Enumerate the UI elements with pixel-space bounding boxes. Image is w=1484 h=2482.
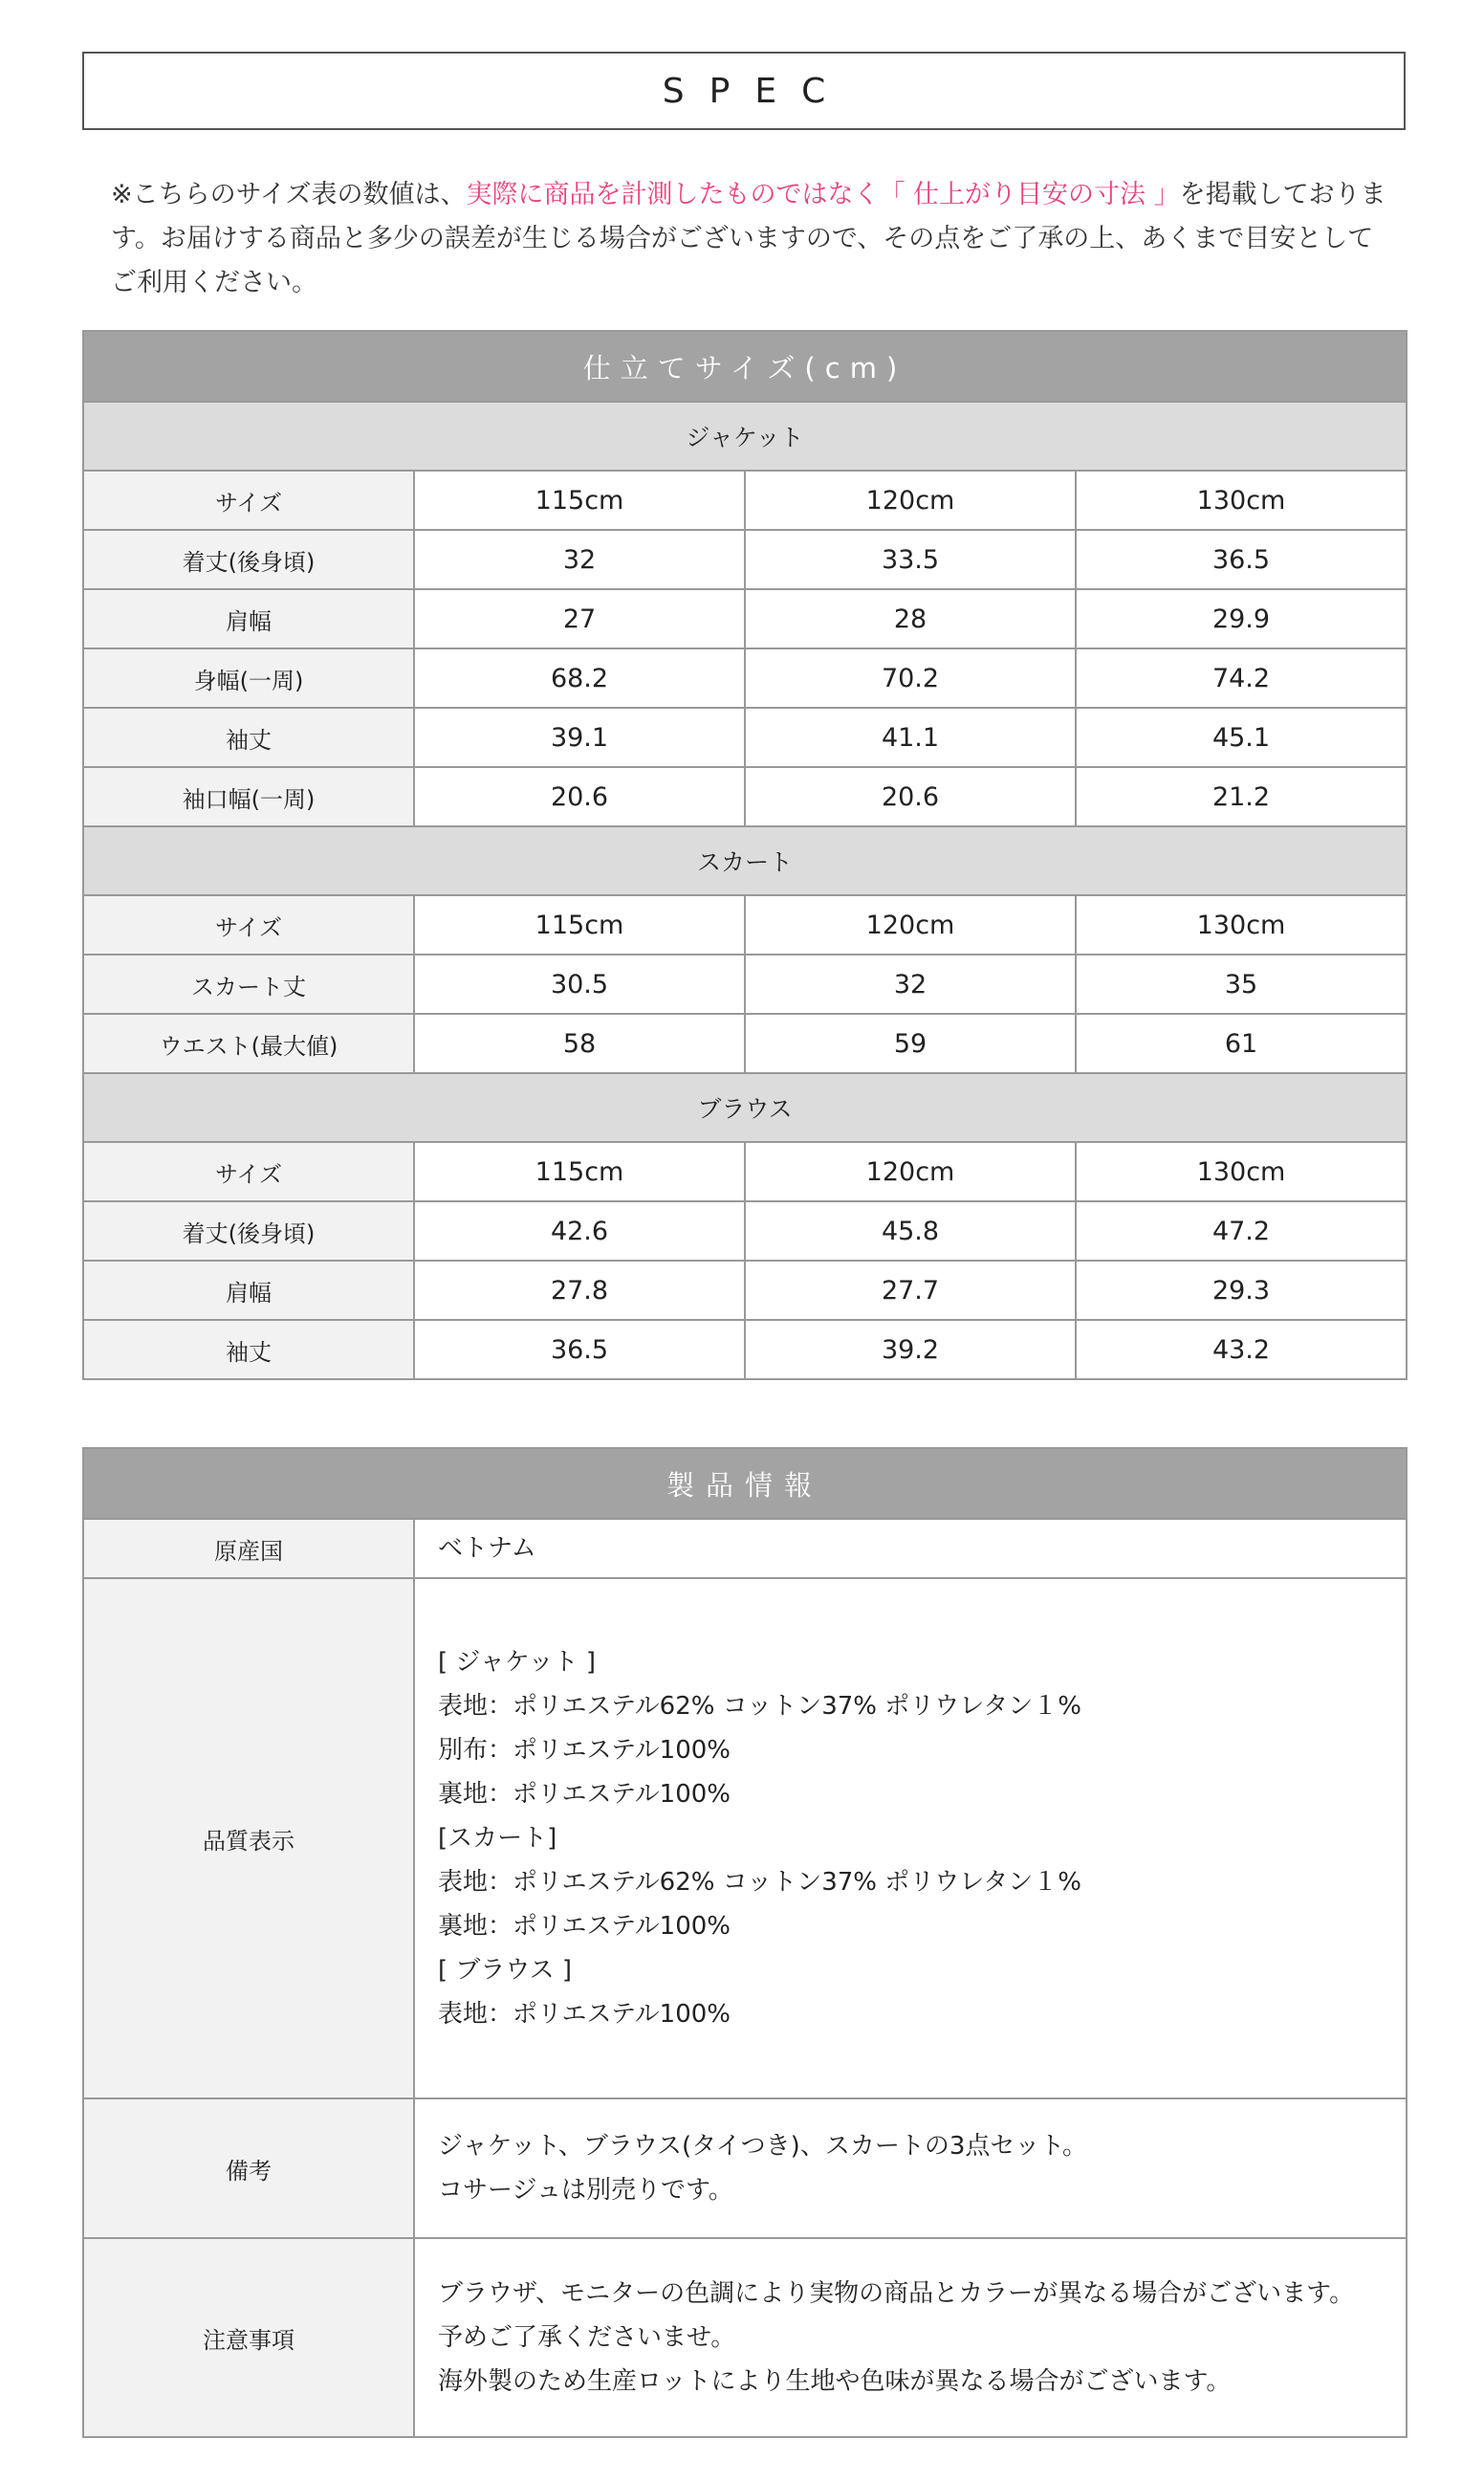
section-header: ジャケット: [83, 402, 1407, 471]
note-text-1: ※こちらのサイズ表の数値は、: [111, 180, 467, 209]
value-cell: 35: [1076, 955, 1407, 1014]
section-header: スカート: [83, 826, 1407, 895]
value-cell: 45.8: [745, 1201, 1076, 1261]
row-label: サイズ: [83, 471, 414, 530]
value-cell: 70.2: [745, 648, 1076, 708]
row-label: 袖口幅(一周): [83, 767, 414, 826]
row-label: 身幅(一周): [83, 648, 414, 708]
value-cell: 74.2: [1076, 648, 1407, 708]
spec-title: SPEC: [82, 52, 1406, 130]
value-cell: 41.1: [745, 708, 1076, 767]
info-line: 海外製のため生産ロットにより生地や色味が異なる場合がございます。: [438, 2367, 1232, 2396]
value-cell: 59: [745, 1014, 1076, 1073]
value-cell: 27: [414, 589, 745, 648]
size-table: [82, 330, 1408, 1380]
info-line: 別布：ポリエステル100%: [438, 1736, 731, 1765]
info-label: 品質表示: [83, 1578, 414, 2098]
product-info-title: 製品情報: [83, 1448, 1407, 1519]
table-row: [83, 589, 1407, 648]
table-row: [83, 708, 1407, 767]
value-cell: 27.8: [414, 1261, 745, 1320]
info-line: [スカート]: [438, 1824, 557, 1853]
info-label: 備考: [83, 2098, 414, 2238]
size-header-cell: 115cm: [414, 1142, 745, 1201]
info-line: 裏地：ポリエステル100%: [438, 1912, 731, 1941]
value-cell: 32: [414, 530, 745, 589]
info-row: [83, 1578, 1407, 2098]
table-row: [83, 1320, 1407, 1379]
table-row: [83, 955, 1407, 1014]
info-value: [414, 2098, 1407, 2238]
table-row: [83, 1014, 1407, 1073]
row-label: サイズ: [83, 895, 414, 955]
info-line: 裏地：ポリエステル100%: [438, 1780, 731, 1809]
value-cell: 43.2: [1076, 1320, 1407, 1379]
info-row: [83, 1519, 1407, 1578]
size-header-cell: 130cm: [1076, 471, 1407, 530]
value-cell: 21.2: [1076, 767, 1407, 826]
info-row: [83, 2238, 1407, 2437]
info-value: [414, 2238, 1407, 2437]
info-line: 表地：ポリエステル62% コットン37% ポリウレタン１%: [438, 1868, 1081, 1897]
size-table-title: 仕立てサイズ(cm): [83, 331, 1407, 402]
note-highlight: 実際に商品を計測したものではなく「 仕上がり目安の寸法 」: [466, 180, 1180, 209]
info-line: 予めご了承くださいませ。: [438, 2323, 736, 2352]
value-cell: 58: [414, 1014, 745, 1073]
row-label: 肩幅: [83, 589, 414, 648]
row-label: サイズ: [83, 1142, 414, 1201]
value-cell: 61: [1076, 1014, 1407, 1073]
size-header-row: [83, 1142, 1407, 1201]
info-line: [ ブラウス ]: [438, 1956, 573, 1985]
table-row: [83, 530, 1407, 589]
info-label: 原産国: [83, 1519, 414, 1578]
value-cell: 36.5: [1076, 530, 1407, 589]
table-row: [83, 767, 1407, 826]
size-header-cell: 115cm: [414, 895, 745, 955]
value-cell: 36.5: [414, 1320, 745, 1379]
size-header-cell: 130cm: [1076, 895, 1407, 955]
product-info-table: [82, 1447, 1408, 2438]
value-cell: 33.5: [745, 530, 1076, 589]
info-line: [ ジャケット ]: [438, 1648, 596, 1677]
value-cell: 39.1: [414, 708, 745, 767]
size-header-cell: 115cm: [414, 471, 745, 530]
row-label: 袖丈: [83, 1320, 414, 1379]
value-cell: 68.2: [414, 648, 745, 708]
table-row: [83, 1201, 1407, 1261]
value-cell: 29.9: [1076, 589, 1407, 648]
info-label: 注意事項: [83, 2238, 414, 2437]
row-label: 着丈(後身頃): [83, 1201, 414, 1261]
info-line: 表地：ポリエステル62% コットン37% ポリウレタン１%: [438, 1692, 1081, 1721]
size-header-cell: 120cm: [745, 895, 1076, 955]
value-cell: 45.1: [1076, 708, 1407, 767]
note-text-2: を掲載しております。お届けする商品と多少の誤差が生じる場合がございますので、その点をご了承の上、あくまで目安としてご利用ください。: [111, 180, 1386, 297]
info-value: [414, 1519, 1407, 1578]
info-row: [83, 2098, 1407, 2238]
value-cell: 20.6: [414, 767, 745, 826]
table-row: [83, 1261, 1407, 1320]
section-header: ブラウス: [83, 1073, 1407, 1142]
size-header-cell: 120cm: [745, 471, 1076, 530]
info-line: ブラウザ、モニターの色調により実物の商品とカラーが異なる場合がございます。: [438, 2279, 1355, 2308]
row-label: スカート丈: [83, 955, 414, 1014]
row-label: ウエスト(最大値): [83, 1014, 414, 1073]
info-line: ベトナム: [438, 1534, 536, 1563]
info-line: ジャケット、ブラウス(タイつき)、スカートの3点セット。: [438, 2132, 1088, 2161]
size-header-cell: 130cm: [1076, 1142, 1407, 1201]
row-label: 袖丈: [83, 708, 414, 767]
info-value: [414, 1578, 1407, 2098]
size-note: [111, 173, 1392, 305]
value-cell: 30.5: [414, 955, 745, 1014]
value-cell: 42.6: [414, 1201, 745, 1261]
size-header-row: [83, 471, 1407, 530]
value-cell: 27.7: [745, 1261, 1076, 1320]
info-line: 表地：ポリエステル100%: [438, 2000, 731, 2029]
value-cell: 20.6: [745, 767, 1076, 826]
size-header-row: [83, 895, 1407, 955]
size-header-cell: 120cm: [745, 1142, 1076, 1201]
value-cell: 47.2: [1076, 1201, 1407, 1261]
value-cell: 29.3: [1076, 1261, 1407, 1320]
value-cell: 32: [745, 955, 1076, 1014]
row-label: 肩幅: [83, 1261, 414, 1320]
value-cell: 39.2: [745, 1320, 1076, 1379]
value-cell: 28: [745, 589, 1076, 648]
row-label: 着丈(後身頃): [83, 530, 414, 589]
table-row: [83, 648, 1407, 708]
info-line: コサージュは別売りです。: [438, 2176, 733, 2205]
